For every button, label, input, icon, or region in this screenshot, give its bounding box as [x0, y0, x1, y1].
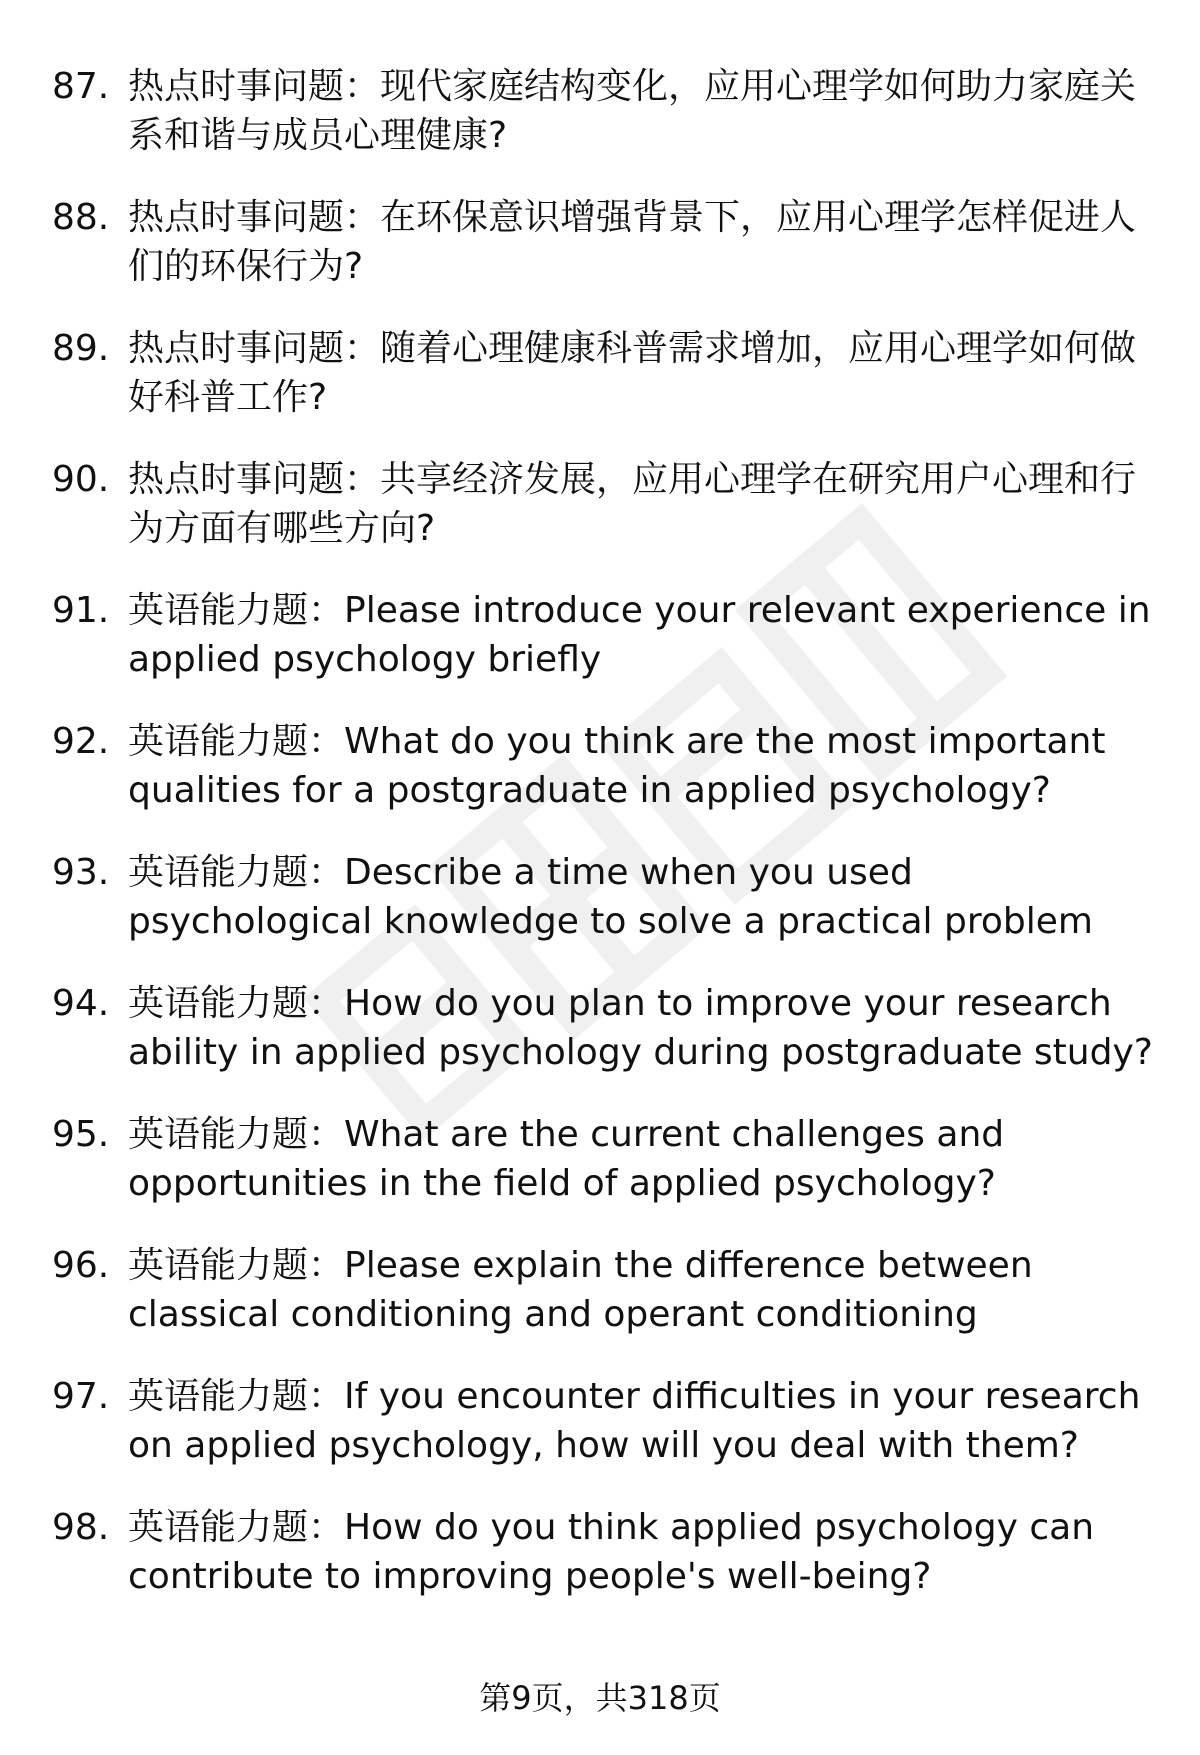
question-number: 92.	[52, 721, 110, 762]
question-body	[128, 979, 1162, 1077]
question-category: 英语能力题：	[128, 1376, 345, 1417]
question-body	[128, 62, 1162, 160]
question-item	[52, 193, 1162, 291]
question-body	[128, 1503, 1162, 1601]
question-body	[128, 455, 1162, 553]
question-item	[52, 848, 1162, 946]
question-item	[52, 1241, 1162, 1339]
question-text: Please explain the difference between classical conditioning and operant conditioning	[128, 1245, 1033, 1335]
question-category: 热点时事问题：	[128, 66, 381, 107]
question-text: 随着心理健康科普需求增加，应用心理学如何做好科普工作?	[128, 328, 1137, 418]
question-category: 英语能力题：	[128, 983, 345, 1024]
question-number: 97.	[52, 1376, 110, 1417]
question-text: 现代家庭结构变化，应用心理学如何助力家庭关系和谐与成员心理健康?	[128, 66, 1137, 156]
question-text: Please introduce your relevant experience in applied psychology briefly	[128, 590, 1151, 680]
page-footer: 第9页，共318页	[479, 1679, 721, 1717]
question-number: 91.	[52, 590, 110, 631]
question-category: 英语能力题：	[128, 590, 345, 631]
question-text: What do you think are the most important qualities for a postgraduate in applied psychology?	[128, 721, 1106, 811]
question-body	[128, 586, 1162, 684]
question-number: 96.	[52, 1245, 110, 1286]
question-body	[128, 1241, 1162, 1339]
question-body	[128, 848, 1162, 946]
question-body	[128, 1110, 1162, 1208]
question-category: 英语能力题：	[128, 721, 345, 762]
question-category: 热点时事问题：	[128, 328, 381, 369]
question-number: 98.	[52, 1507, 110, 1548]
question-item	[52, 1372, 1162, 1470]
question-text: 在环保意识增强背景下，应用心理学怎样促进人们的环保行为?	[128, 197, 1137, 287]
question-item	[52, 455, 1162, 553]
question-number: 95.	[52, 1114, 110, 1155]
question-category: 英语能力题：	[128, 852, 345, 893]
question-body	[128, 324, 1162, 422]
question-item	[52, 586, 1162, 684]
question-category: 英语能力题：	[128, 1245, 345, 1286]
question-text: How do you think applied psychology can contribute to improving people's well-being?	[128, 1507, 1095, 1597]
question-category: 热点时事问题：	[128, 459, 381, 500]
question-category: 英语能力题：	[128, 1507, 345, 1548]
question-category: 英语能力题：	[128, 1114, 345, 1155]
question-item	[52, 1110, 1162, 1208]
question-item	[52, 324, 1162, 422]
question-item	[52, 62, 1162, 160]
question-number: 89.	[52, 328, 110, 369]
question-body	[128, 193, 1162, 291]
question-body	[128, 1372, 1162, 1470]
question-item	[52, 1503, 1162, 1601]
question-number: 90.	[52, 459, 110, 500]
question-item	[52, 717, 1162, 815]
question-text: What are the current challenges and opportunities in the field of applied psychology?	[128, 1114, 1005, 1204]
question-item	[52, 979, 1162, 1077]
question-number: 88.	[52, 197, 110, 238]
question-number: 94.	[52, 983, 110, 1024]
question-text: If you encounter difficulties in your research on applied psychology, how will you deal with them?	[128, 1376, 1141, 1466]
question-category: 热点时事问题：	[128, 197, 381, 238]
question-body	[128, 717, 1162, 815]
question-number: 87.	[52, 66, 110, 107]
question-text: How do you plan to improve your research ability in applied psychology during postgraduate study?	[128, 983, 1153, 1073]
question-text: 共享经济发展，应用心理学在研究用户心理和行为方面有哪些方向?	[128, 459, 1137, 549]
question-list	[52, 62, 1162, 1634]
question-text: Describe a time when you used psychological knowledge to solve a practical problem	[128, 852, 1093, 942]
question-number: 93.	[52, 852, 110, 893]
